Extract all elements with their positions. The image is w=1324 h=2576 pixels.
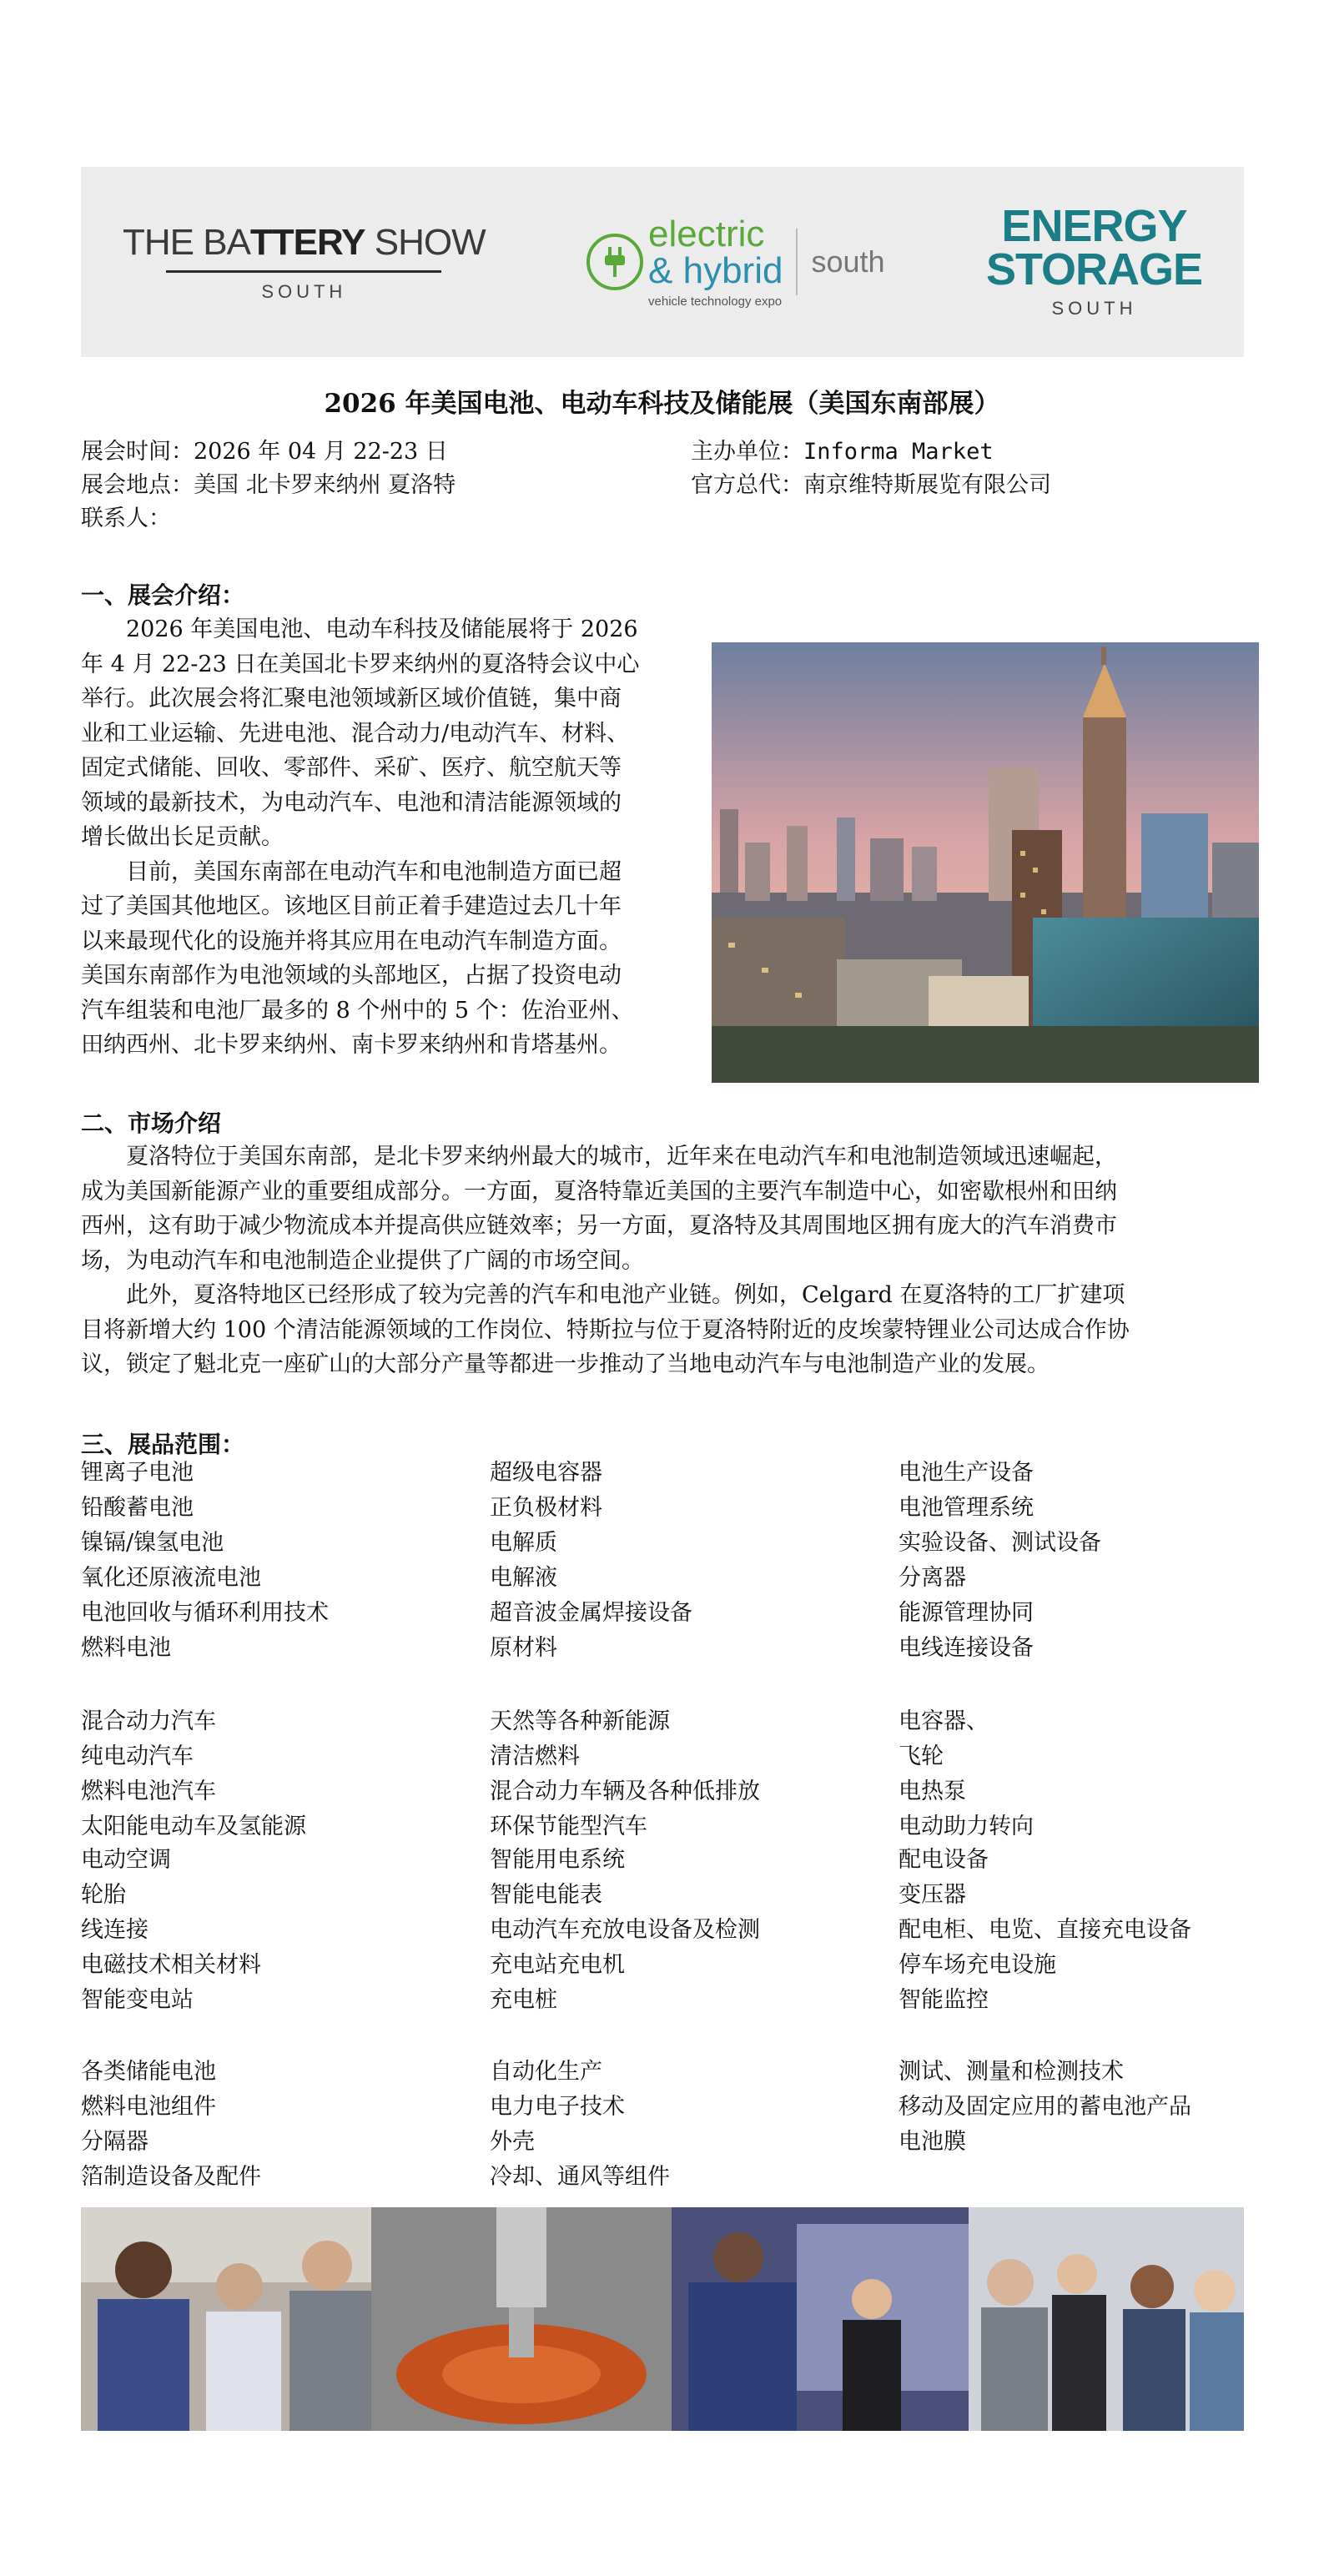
exhibit-item: 电池回收与循环利用技术 <box>81 1600 329 1626</box>
exhibit-column <box>490 2055 670 2195</box>
info-contact: 联系人： <box>81 506 171 531</box>
energy-sub: SOUTH <box>1051 298 1137 319</box>
text-line: 业和工业运输、先进电池、混合动力/电动汽车、材料、 <box>81 720 630 747</box>
battery-show-logo <box>123 222 486 303</box>
exhibit-item: 外壳 <box>490 2129 535 2155</box>
section1-heading: 一、展会介绍： <box>81 581 245 609</box>
exhibit-item: 充电站充电机 <box>490 1952 625 1978</box>
exhibit-item: 分离器 <box>899 1565 966 1591</box>
exhibit-item: 超音波金属焊接设备 <box>490 1600 692 1626</box>
exhibit-item: 移动及固定应用的蓄电池产品 <box>899 2094 1191 2120</box>
text-line: 夏洛特位于美国东南部，是北卡罗来纳州最大的城市，近年来在电动汽车和电池制造领域迅速崛起， <box>126 1144 1117 1170</box>
exhibit-item: 环保节能型汽车 <box>490 1814 647 1839</box>
section1-para1 <box>81 612 694 855</box>
energy-line2: STORAGE <box>985 244 1202 294</box>
info-left <box>81 435 456 536</box>
exhibit-item: 锂离子电池 <box>81 1460 194 1486</box>
info-agent: 官方总代：南京维特斯展览有限公司 <box>691 472 1051 498</box>
exhibit-item: 太阳能电动车及氢能源 <box>81 1814 306 1839</box>
section2-body <box>81 1140 1259 1382</box>
exhibit-column <box>81 1843 261 2018</box>
exhibit-column <box>899 1456 1101 1666</box>
exhibit-column <box>490 1843 760 2018</box>
info-time: 展会时间：2026 年 04 月 22-23 日 <box>81 439 448 465</box>
section1-para2 <box>81 855 694 1063</box>
ev-line2: & hybrid <box>648 249 783 291</box>
exhibit-item: 分隔器 <box>81 2129 149 2155</box>
exhibit-item: 原材料 <box>490 1635 557 1661</box>
ev-separator <box>796 229 798 295</box>
text-line: 西州，这有助于减少物流成本并提高供应链效率；另一方面，夏洛特及其周围地区拥有庞大的汽车消费市 <box>81 1213 1117 1239</box>
city-skyline-image <box>712 642 1259 1083</box>
text-line: 目前，美国东南部在电动汽车和电池制造方面已超 <box>126 858 622 885</box>
exhibit-item: 电池管理系统 <box>899 1495 1034 1521</box>
ev-line1: electric <box>648 213 765 254</box>
info-organizer: 主办单位：Informa Market <box>691 439 994 465</box>
exhibit-item: 实验设备、测试设备 <box>899 1530 1101 1556</box>
exhibit-item: 天然等各种新能源 <box>490 1708 670 1734</box>
ev-tagline: vehicle technology expo <box>648 294 783 309</box>
exhibit-item: 各类储能电池 <box>81 2059 216 2085</box>
text-line: 此外，夏洛特地区已经形成了较为完善的汽车和电池产业链。例如，Celgard 在夏洛特的工厂扩建项 <box>126 1282 1125 1308</box>
exhibit-column <box>490 1456 692 1666</box>
exhibit-item: 电解液 <box>490 1565 557 1591</box>
exhibit-item: 混合动力汽车 <box>81 1708 216 1734</box>
text-line: 固定式储能、回收、零部件、采矿、医疗、航空航天等 <box>81 755 622 781</box>
page-title: 2026 年美国电池、电动车科技及储能展（美国东南部展） <box>324 389 1000 419</box>
text-line: 2026 年美国电池、电动车科技及储能展将于 2026 <box>126 616 638 642</box>
electric-hybrid-wordmark <box>648 213 783 309</box>
text-line: 增长做出长足贡献。 <box>81 824 284 850</box>
exhibit-item: 铅酸蓄电池 <box>81 1495 194 1521</box>
energy-line1: ENERGY <box>1001 201 1187 251</box>
battery-show-title: THE BATTERY SHOW <box>123 221 486 263</box>
exhibit-item: 电池生产设备 <box>899 1460 1034 1486</box>
header-banner <box>81 167 1244 357</box>
battery-show-rule <box>166 270 441 273</box>
exhibit-item: 电解质 <box>490 1530 557 1556</box>
electric-hybrid-logo <box>586 213 885 309</box>
exhibit-column <box>899 1843 1191 2018</box>
exhibit-item: 电力电子技术 <box>490 2094 625 2120</box>
exhibit-item: 电容器、 <box>899 1708 989 1734</box>
photo-group-smiling <box>969 2207 1244 2431</box>
section2-para2 <box>81 1278 1259 1382</box>
exhibit-item: 电池膜 <box>899 2129 966 2155</box>
info-right <box>691 435 1051 502</box>
photo-booth-visitors <box>672 2207 969 2431</box>
exhibit-item: 智能用电系统 <box>490 1847 625 1873</box>
section1-body <box>81 612 694 1063</box>
exhibition-photo-strip <box>81 2207 1244 2431</box>
exhibit-item: 停车场充电设施 <box>899 1952 1056 1978</box>
exhibit-item: 正负极材料 <box>490 1495 602 1521</box>
exhibit-item: 测试、测量和检测技术 <box>899 2059 1124 2085</box>
text-line: 场，为电动汽车和电池制造企业提供了广阔的市场空间。 <box>81 1247 644 1274</box>
exhibit-item: 电动空调 <box>81 1847 171 1873</box>
exhibit-item: 自动化生产 <box>490 2059 602 2085</box>
exhibit-item: 氧化还原液流电池 <box>81 1565 261 1591</box>
exhibit-item: 箔制造设备及配件 <box>81 2164 261 2190</box>
exhibit-item: 燃料电池汽车 <box>81 1779 216 1804</box>
exhibit-item: 纯电动汽车 <box>81 1743 194 1769</box>
exhibit-item: 智能电能表 <box>490 1882 602 1908</box>
section2-heading: 二、市场介绍 <box>81 1109 222 1137</box>
exhibit-column <box>899 1704 1034 1844</box>
exhibit-item: 轮胎 <box>81 1882 126 1908</box>
exhibit-column <box>81 2055 261 2195</box>
exhibit-item: 智能监控 <box>899 1987 989 2013</box>
text-line: 目将新增大约 100 个清洁能源领域的工作岗位、特斯拉与位于夏洛特附近的皮埃蒙特锂业公司达成合作协 <box>81 1316 1130 1343</box>
exhibit-item: 燃料电池组件 <box>81 2094 216 2120</box>
exhibit-column <box>81 1456 329 1666</box>
exhibit-item: 智能变电站 <box>81 1987 194 2013</box>
text-line: 过了美国其他地区。该地区目前正着手建造过去几十年 <box>81 893 622 919</box>
text-line: 领域的最新技术，为电动汽车、电池和清洁能源领域的 <box>81 789 622 816</box>
exhibit-item: 电动汽车充放电设备及检测 <box>490 1917 760 1943</box>
text-line: 成为美国新能源产业的重要组成部分。一方面，夏洛特靠近美国的主要汽车制造中心，如密歇根州和田纳 <box>81 1178 1117 1205</box>
exhibit-item: 能源管理协同 <box>899 1600 1034 1626</box>
exhibit-column <box>899 2055 1191 2160</box>
exhibit-item: 燃料电池 <box>81 1635 171 1661</box>
text-line: 举行。此次展会将汇聚电池领域新区域价值链，集中商 <box>81 686 622 712</box>
photo-machine-granules <box>371 2207 672 2431</box>
exhibit-item: 变压器 <box>899 1882 966 1908</box>
exhibit-item: 电动助力转向 <box>899 1814 1034 1839</box>
text-line: 汽车组装和电池厂最多的 8 个州中的 5 个：佐治亚州、 <box>81 997 634 1024</box>
exhibit-item: 清洁燃料 <box>490 1743 580 1769</box>
section3-heading: 三、展品范围： <box>81 1431 245 1458</box>
energy-storage-logo <box>985 201 1202 319</box>
exhibit-item: 飞轮 <box>899 1743 944 1769</box>
exhibit-item: 电磁技术相关材料 <box>81 1952 261 1978</box>
exhibit-column <box>81 1704 306 1844</box>
exhibit-item: 线连接 <box>81 1917 149 1943</box>
info-place: 展会地点：美国 北卡罗来纳州 夏洛特 <box>81 472 456 498</box>
ev-region: south <box>811 244 885 279</box>
exhibit-item: 充电桩 <box>490 1987 557 2013</box>
plug-icon <box>586 234 643 290</box>
exhibit-column <box>490 1704 760 1844</box>
exhibit-item: 冷却、通风等组件 <box>490 2164 670 2190</box>
exhibit-item: 电热泵 <box>899 1779 966 1804</box>
text-line: 以来最现代化的设施并将其应用在电动汽车制造方面。 <box>81 928 622 954</box>
text-line: 美国东南部作为电池领域的头部地区，占据了投资电动 <box>81 963 622 989</box>
exhibit-item: 配电柜、电览、直接充电设备 <box>899 1917 1191 1943</box>
photo-people-talking <box>81 2207 371 2431</box>
exhibit-item: 配电设备 <box>899 1847 989 1873</box>
text-line: 议，锁定了魁北克一座矿山的大部分产量等都进一步推动了当地电动汽车与电池制造产业的发展。 <box>81 1351 1050 1377</box>
exhibit-item: 超级电容器 <box>490 1460 602 1486</box>
exhibit-item: 镍镉/镍氢电池 <box>81 1530 224 1556</box>
battery-show-sub: SOUTH <box>261 280 347 302</box>
exhibit-item: 混合动力车辆及各种低排放 <box>490 1779 760 1804</box>
text-line: 年 4 月 22-23 日在美国北卡罗来纳州的夏洛特会议中心 <box>81 651 640 677</box>
text-line: 田纳西州、北卡罗来纳州、南卡罗来纳州和肯塔基州。 <box>81 1032 622 1058</box>
section2-para1 <box>81 1140 1259 1278</box>
exhibit-item: 电线连接设备 <box>899 1635 1034 1661</box>
